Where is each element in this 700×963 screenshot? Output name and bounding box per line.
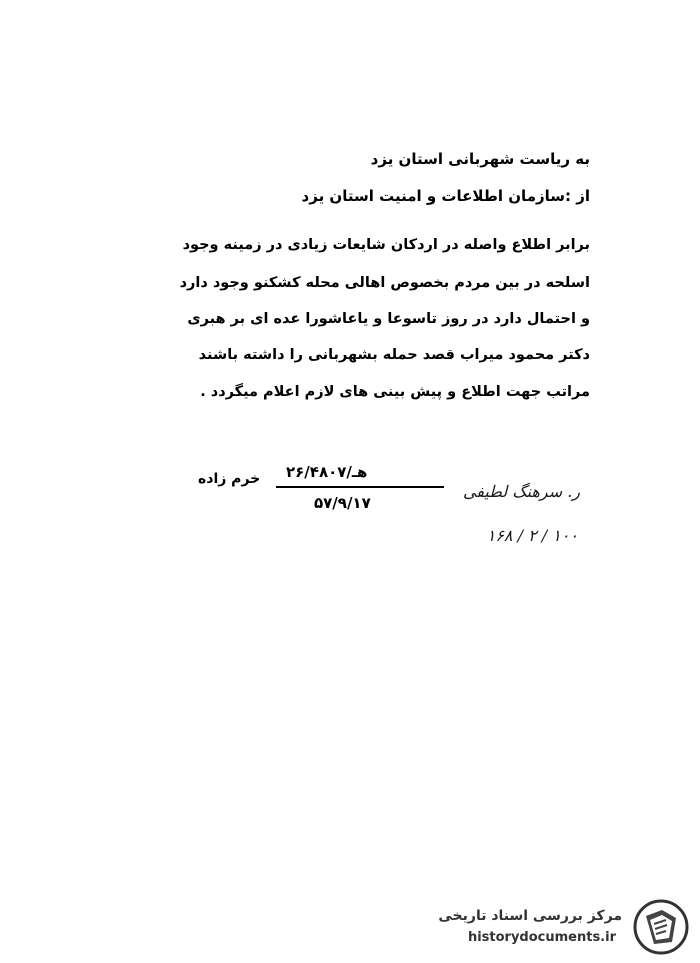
handwritten-note-line-1: ر. سرهنگ لطیفی [462,482,580,501]
body-line-5: مراتب جهت اطلاع و پیش بینی های لازم اعلام میگردد . [200,384,590,400]
body-line-1: برابر اطلاع واصله در اردکان شایعات زیادی در زمینه وجود [182,237,590,253]
reference-number: هـ/۲۶/۴۸۰۷ [286,463,368,481]
body-line-2: اسلحه در بین مردم بخصوص اهالی محله کشکنو وجود دارد [179,275,590,291]
addressee-line: به ریاست شهربانی استان یزد [370,150,590,168]
reference-signer: خرم زاده [198,471,261,487]
reference-underline [276,486,444,488]
body-line-4: دکتر محمود میراب قصد حمله بشهربانی را داشته باشند [198,347,590,363]
document-center-logo-icon [632,898,690,956]
watermark-url: historydocuments.ir [467,930,616,945]
body-line-3: و احتمال دارد در روز تاسوعا و یاعاشورا عده ای بر هبری [187,311,590,327]
sender-line: از :سازمان اطلاعات و امنیت استان یزد [301,187,590,205]
reference-date: ۵۷/۹/۱۷ [314,494,371,512]
handwritten-note-line-2: ۱۰۰ / ۲ / ۱۶۸ [486,526,578,545]
watermark-title: مرکز بررسی اسناد تاریخی [438,908,622,924]
